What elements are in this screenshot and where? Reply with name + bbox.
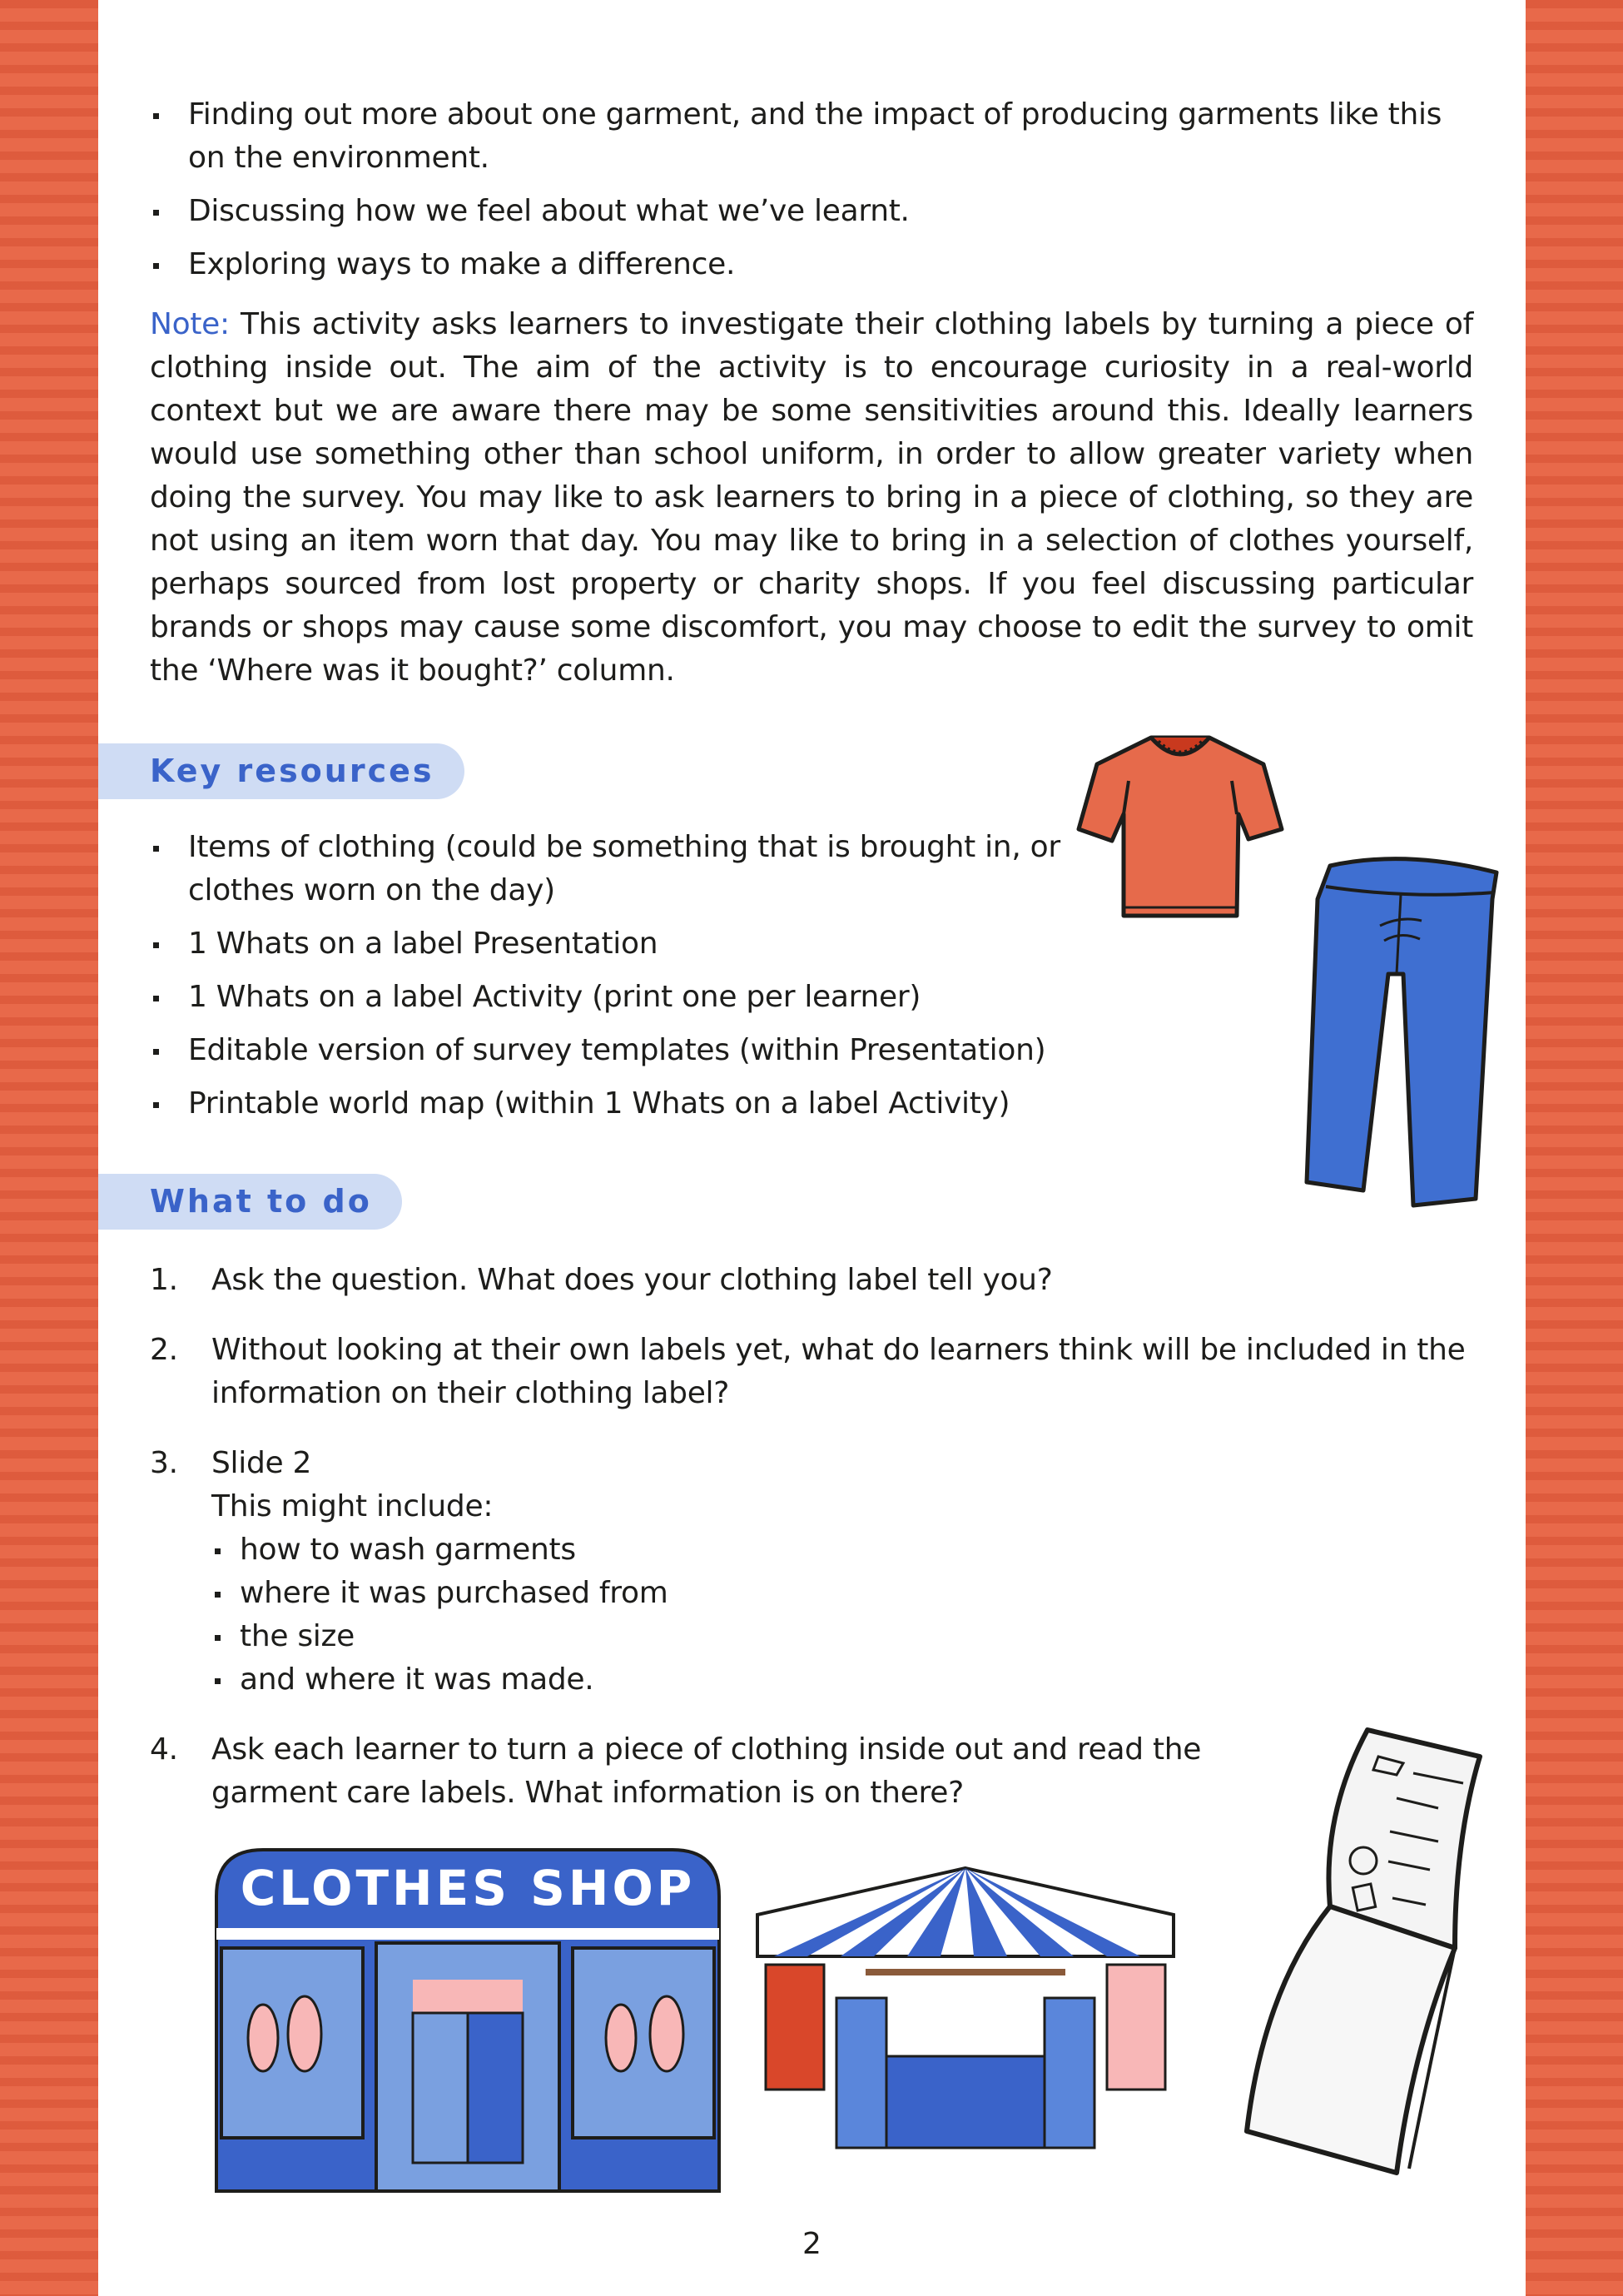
list-item xyxy=(150,826,1087,912)
list-item xyxy=(150,1029,1149,1072)
list-item-text: 1 Whats on a label Activity (print one per learner) xyxy=(188,980,921,1014)
intro-bullet-list xyxy=(150,93,1473,296)
sub-list-item xyxy=(211,1572,1473,1615)
step-item xyxy=(150,1442,1473,1702)
sub-list-item-text: and where it was made. xyxy=(240,1662,594,1697)
step-number: 3. xyxy=(150,1446,178,1480)
bullet-icon xyxy=(215,1592,221,1598)
bullet-icon xyxy=(153,113,159,119)
document-page xyxy=(98,0,1526,2296)
bullet-icon xyxy=(153,846,159,852)
bullet-icon xyxy=(215,1548,221,1554)
sub-list-item xyxy=(211,1528,1473,1572)
step-text: Ask each learner to turn a piece of clothing inside out and read the garment care labels. What information is on there? xyxy=(211,1732,1202,1810)
decorative-border-right xyxy=(1526,0,1623,2296)
step-item xyxy=(150,1329,1473,1415)
bullet-icon xyxy=(153,942,159,948)
step-number: 2. xyxy=(150,1333,178,1367)
sub-list-item xyxy=(211,1615,1473,1658)
list-item-text: Printable world map (within 1 Whats on a label Activity) xyxy=(188,1086,1010,1121)
list-item xyxy=(150,190,1473,233)
list-item xyxy=(150,93,1473,180)
bullet-icon xyxy=(153,1049,159,1055)
list-item-text: Items of clothing (could be something that is brought in, or clothes worn on the day) xyxy=(188,830,1060,907)
step-text: Ask the question. What does your clothing label tell you? xyxy=(211,1263,1053,1297)
bullet-icon xyxy=(153,996,159,1001)
step-number: 1. xyxy=(150,1263,178,1297)
jeans-illustration xyxy=(1297,849,1513,1215)
list-item xyxy=(150,976,1149,1019)
list-item xyxy=(150,922,1149,966)
shop-sign-text: CLOTHES SHOP xyxy=(240,1860,696,1916)
bullet-icon xyxy=(153,210,159,216)
step-item xyxy=(150,1259,1473,1302)
sub-list-item-text: how to wash garments xyxy=(240,1533,576,1567)
step-number: 4. xyxy=(150,1732,178,1767)
step-item xyxy=(150,1728,1310,1815)
step-intro: This might include: xyxy=(211,1489,494,1523)
list-item-text: 1 Whats on a label Presentation xyxy=(188,927,658,961)
note-text: This activity asks learners to investigate their clothing labels by turning a piece of clothing inside out. The aim of the activity is to encourage curiosity in a real-world context but we are aware there may be some sensitivities around this. Ideally learners would use something other than school uniform, in order to allow greater variety when doing the survey. You may like to ask learners to bring in a piece of clothing, so they are not using an item worn that day. You may like to bring in a selection of clothes yourself, perhaps sourced from lost property or charity shops. If you feel discussing particular brands or shops may cause some discomfort, you may choose to edit the survey to omit the ‘Where was it bought?’ column. xyxy=(150,307,1473,688)
bullet-icon xyxy=(215,1635,221,1641)
key-resources-heading: Key resources xyxy=(98,743,464,799)
care-label-illustration xyxy=(1230,1715,1505,2189)
sub-list-item xyxy=(211,1658,1473,1702)
list-item-text: Discussing how we feel about what we’ve learnt. xyxy=(188,194,910,228)
list-item xyxy=(150,1082,1149,1126)
step-sub-list xyxy=(211,1528,1473,1702)
bullet-icon xyxy=(153,1102,159,1108)
note-paragraph xyxy=(150,303,1473,693)
bullet-icon xyxy=(153,263,159,269)
note-label: Note: xyxy=(150,307,230,341)
sub-list-item-text: where it was purchased from xyxy=(240,1576,668,1610)
market-stall-illustration xyxy=(749,1865,1182,2164)
decorative-border-left xyxy=(0,0,98,2296)
page-number: 2 xyxy=(802,2227,821,2261)
tshirt-illustration xyxy=(1072,731,1288,922)
list-item-text: Editable version of survey templates (within Presentation) xyxy=(188,1033,1046,1067)
key-resources-list xyxy=(150,826,1149,1136)
list-item xyxy=(150,243,1473,286)
bullet-icon xyxy=(215,1678,221,1684)
sub-list-item-text: the size xyxy=(240,1619,355,1653)
step-text: Without looking at their own labels yet, what do learners think will be included in the information on their clothing label? xyxy=(211,1333,1466,1410)
what-to-do-heading: What to do xyxy=(98,1174,402,1230)
list-item-text: Finding out more about one garment, and the impact of producing garments like this on the environment. xyxy=(188,97,1442,175)
list-item-text: Exploring ways to make a difference. xyxy=(188,247,736,281)
clothes-shop-illustration xyxy=(213,1846,722,2194)
step-text: Slide 2 xyxy=(211,1446,312,1480)
